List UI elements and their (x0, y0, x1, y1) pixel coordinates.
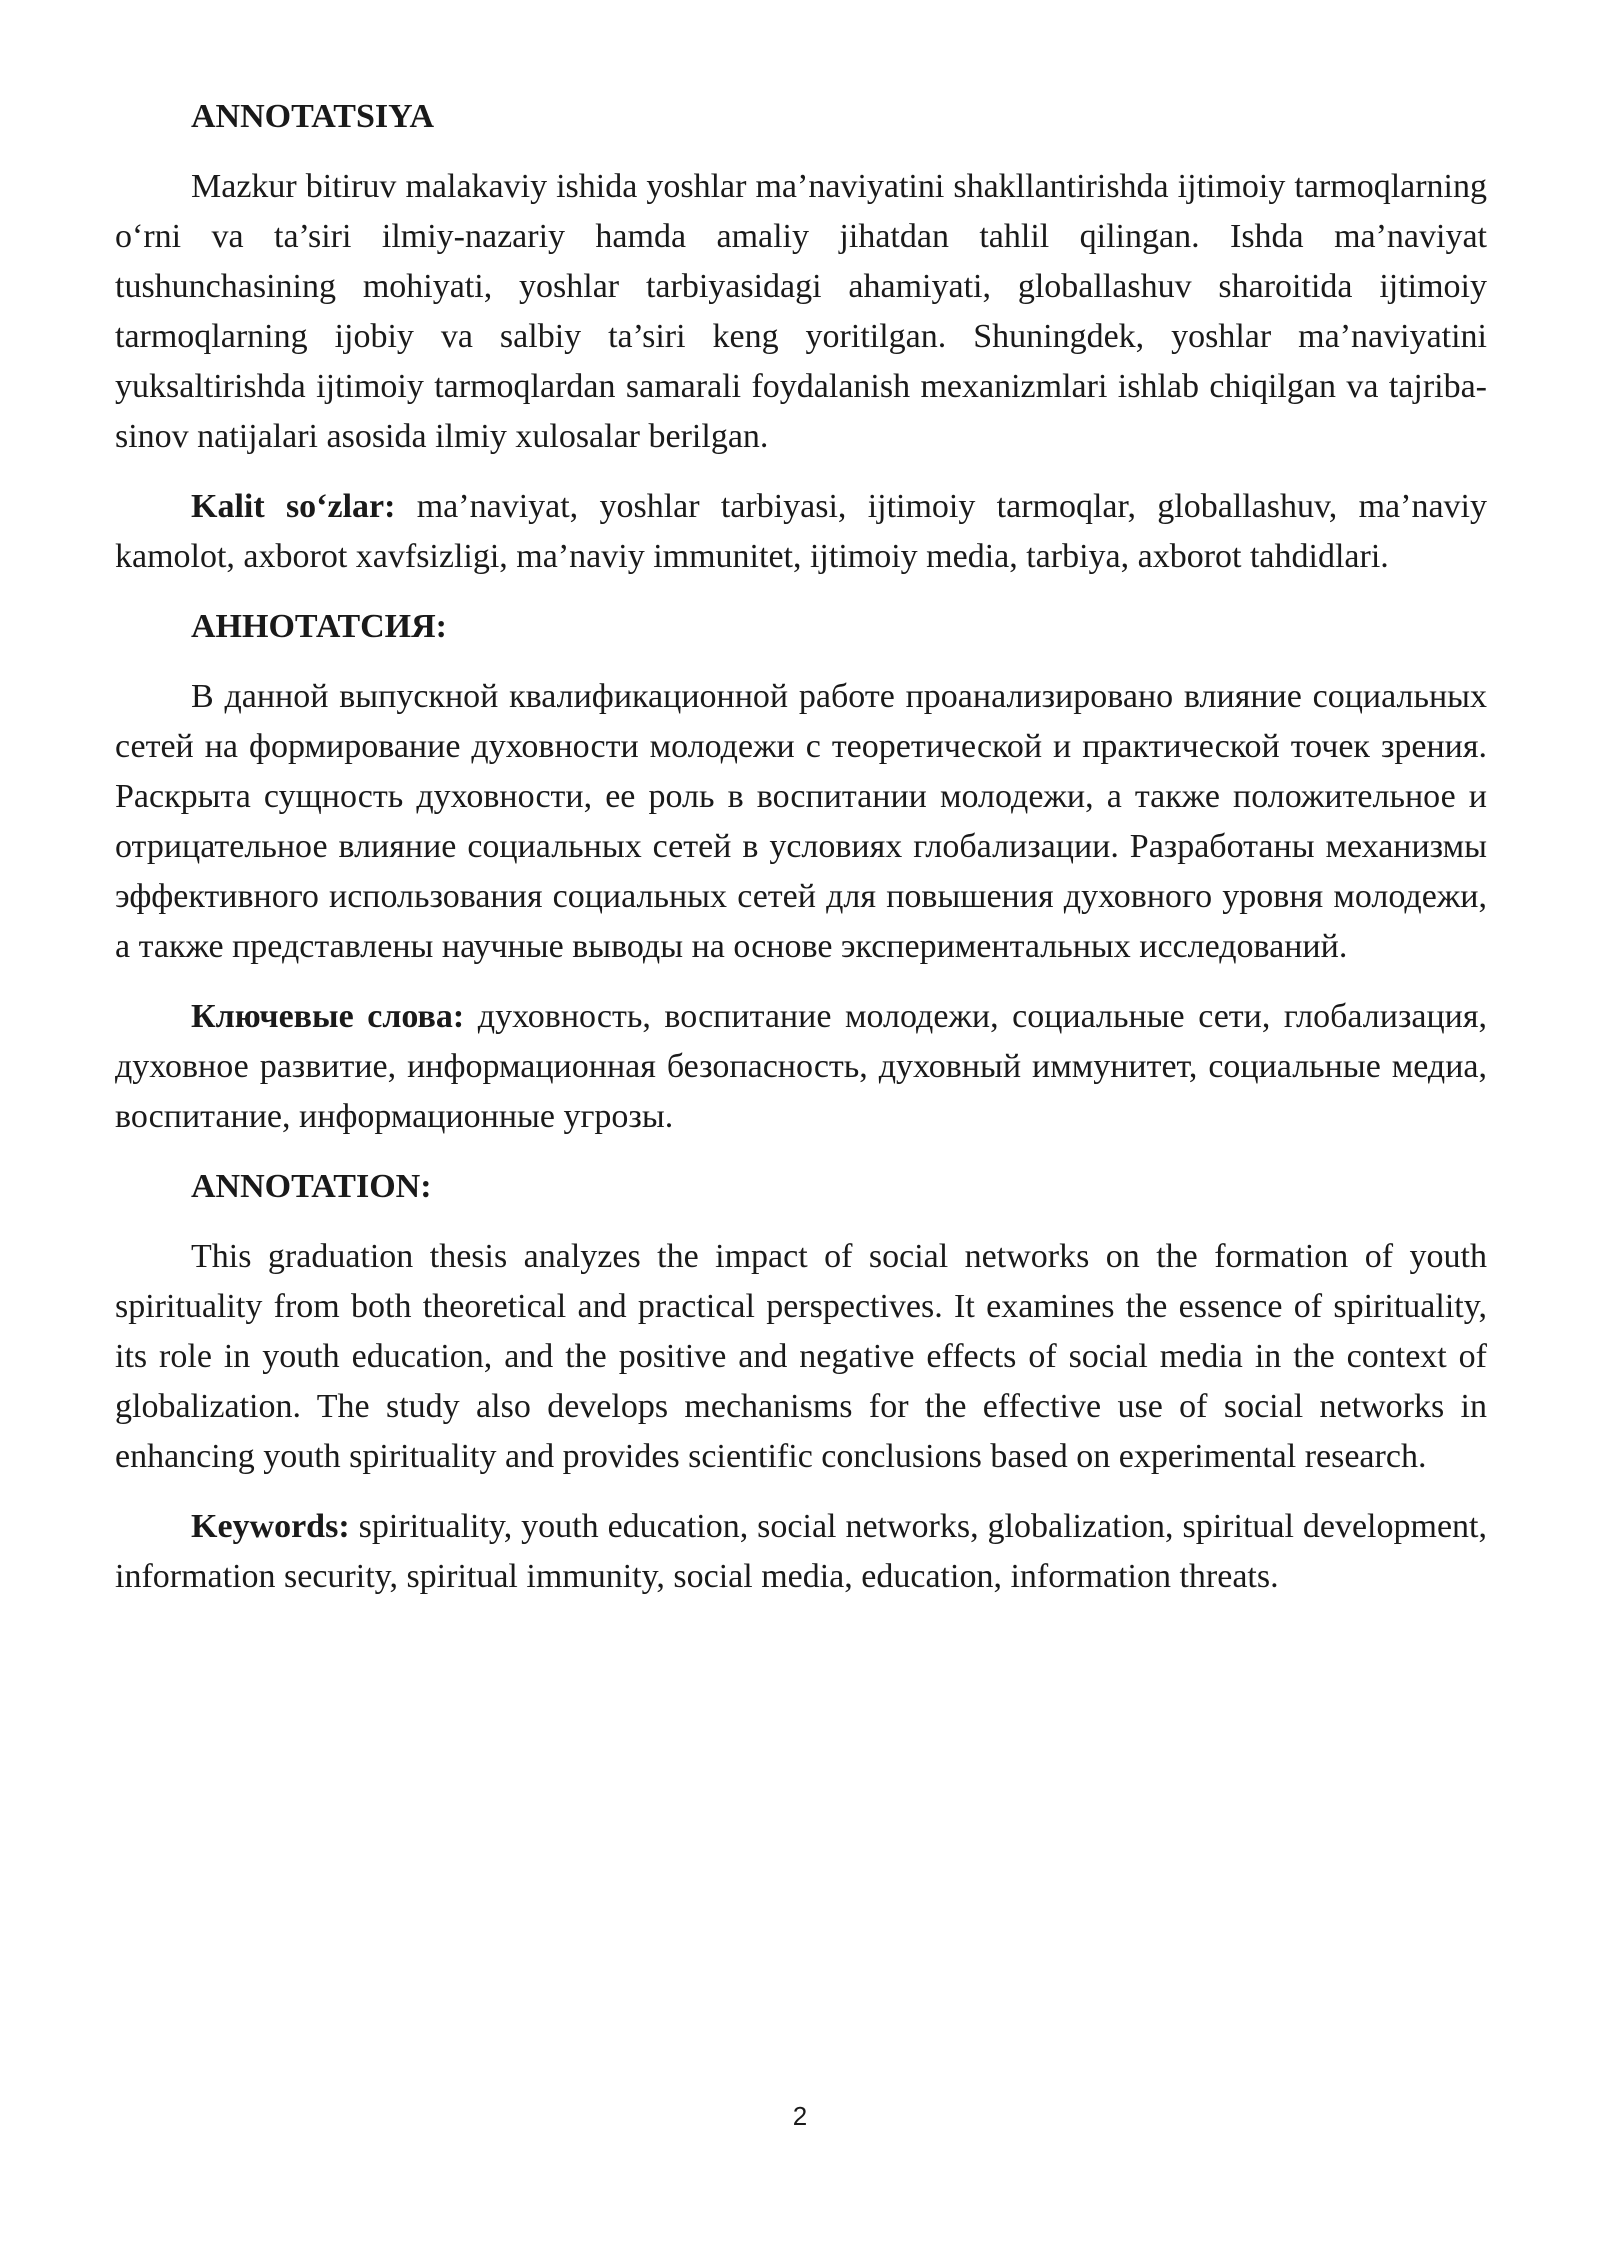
section-heading: АННОТАТСИЯ: (191, 608, 447, 645)
abstract-paragraph: В данной выпускной квалификационной работе проанализировано влияние социальных сетей на формирование духовности молодежи с теоретической и практической точек зрения. Раскрыта сущность духовности, ее роль в воспитании молодежи, а также положительное и отрицательное влияние социальных сетей в условиях глобализации. Разработаны механизмы эффективного использования социальных сетей для повышения духовного уровня молодежи, а также представлены научные выводы на основе экспериментальных исследований. (115, 678, 1487, 965)
abstract-paragraph: This graduation thesis analyzes the impact of social networks on the formation of youth spirituality from both theoretical and practical perspectives. It examines the essence of spirituality, its role in youth education, and the positive and negative effects of social media in the context of globalization. The study also develops mechanisms for the effective use of social networks in enhancing youth spirituality and provides scientific conclusions based on experimental research. (115, 1238, 1487, 1475)
annotation-english (115, 1162, 1487, 1602)
page-number: 2 (792, 2101, 808, 2131)
keywords-paragraph (115, 1502, 1487, 1602)
keywords-list: ma’naviyat, yoshlar tarbiyasi, ijtimoiy tarmoqlar, globallashuv, ma’naviy kamolot, axborot xavfsizligi, ma’naviy immunitet, ijtimoiy media, tarbiya, axborot tahdidlari. (115, 488, 1487, 575)
keywords-label: Ключевые слова: (191, 998, 465, 1035)
section-heading: ANNOTATION: (191, 1168, 432, 1205)
keywords-list: spirituality, youth education, social networks, globalization, spiritual development, information security, spiritual immunity, social media, education, information threats. (115, 1508, 1487, 1595)
keywords-label: Kalit so‘zlar: (191, 488, 396, 525)
annotation-russian (115, 602, 1487, 1142)
annotation-uzbek (115, 92, 1487, 582)
keywords-list: духовность, воспитание молодежи, социальные сети, глобализация, духовное развитие, информационная безопасность, духовный иммунитет, социальные медиа, воспитание, информационные угрозы. (115, 998, 1487, 1135)
keywords-label: Keywords: (191, 1508, 350, 1545)
keywords-paragraph (115, 992, 1487, 1142)
document-page (115, 92, 1487, 1622)
keywords-paragraph (115, 482, 1487, 582)
section-heading: ANNOTATSIYA (191, 98, 435, 135)
abstract-paragraph: Mazkur bitiruv malakaviy ishida yoshlar ma’naviyatini shakllantirishda ijtimoiy tarmoqlarning o‘rni va ta’siri ilmiy-nazariy hamda amaliy jihatdan tahlil qilingan. Ishda ma’naviyat tushunchasining mohiyati, yoshlar tarbiyasidagi ahamiyati, globallashuv sharoitida ijtimoiy tarmoqlarning ijobiy va salbiy ta’siri keng yoritilgan. Shuningdek, yoshlar ma’naviyatini yuksaltirishda ijtimoiy tarmoqlardan samarali foydalanish mexanizmlari ishlab chiqilgan va tajriba-sinov natijalari asosida ilmiy xulosalar berilgan. (115, 168, 1487, 455)
